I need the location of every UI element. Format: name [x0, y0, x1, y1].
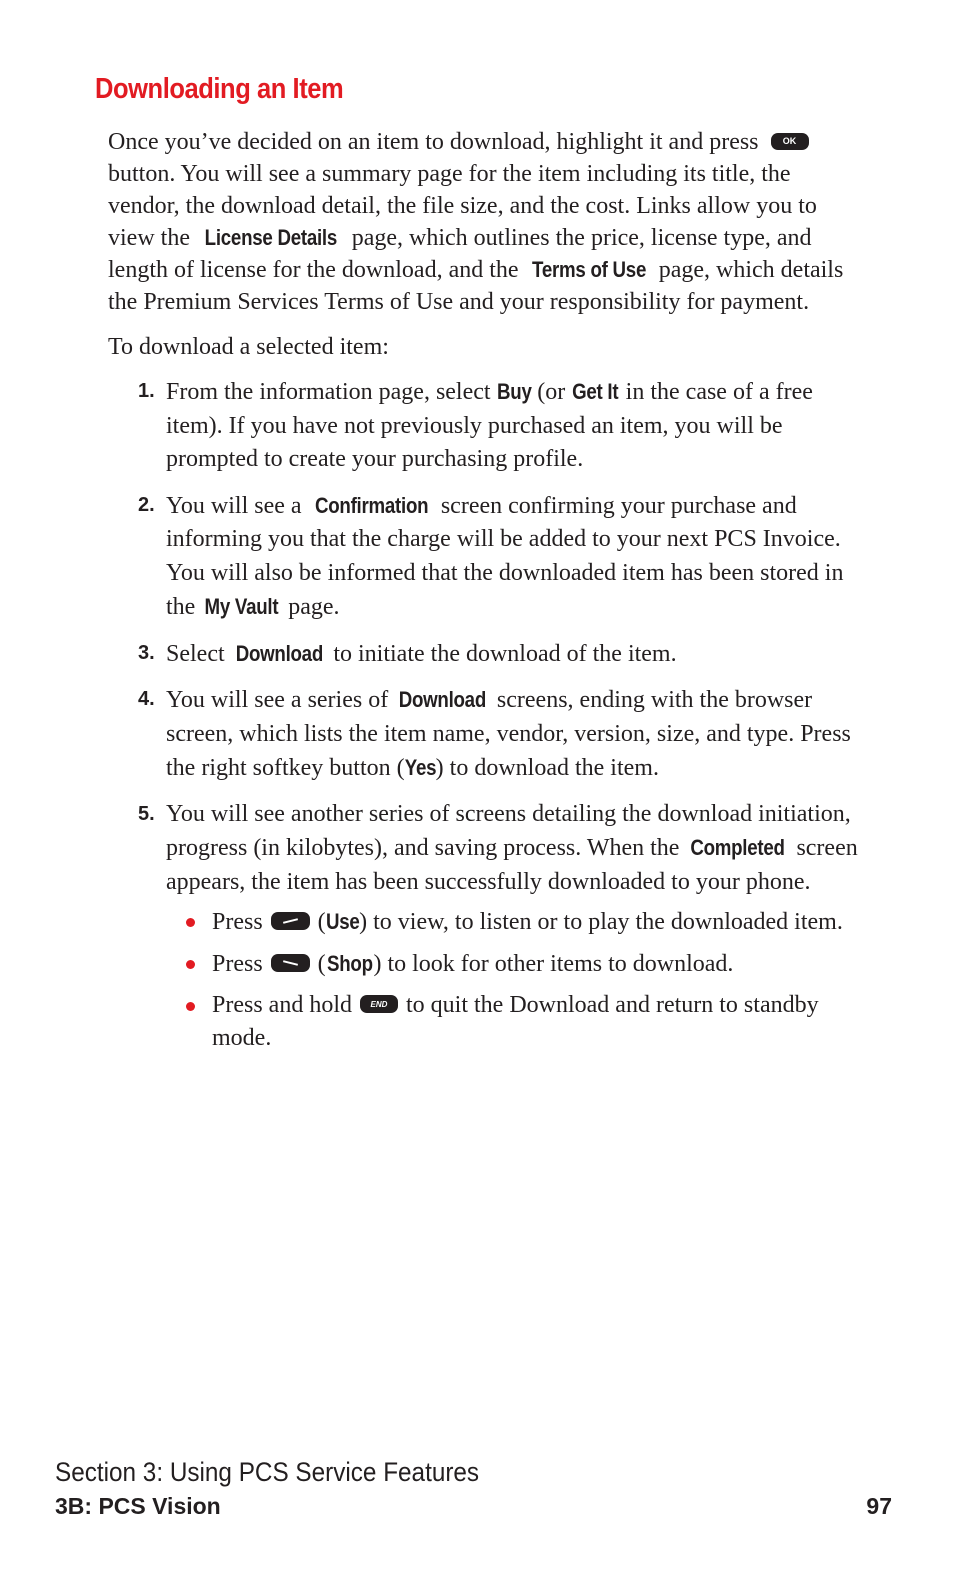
- step-number: 5.: [138, 802, 155, 825]
- step-text: You will see another series of screens detailing the download initiation, progress (in kilobytes), and saving process. When the: [166, 800, 851, 861]
- step-text: You will see a series of: [166, 687, 395, 713]
- bullet-dot: [186, 1002, 195, 1011]
- step-text: (or: [531, 379, 572, 405]
- bullet-text: ) to view, to listen or to play the downloaded item.: [359, 909, 843, 935]
- step-text: in the case of a free item). If you have not previously purchased an item, you will be prompted to create your purchasing profile.: [166, 379, 813, 472]
- bullet-text: (: [311, 909, 326, 935]
- step-number: 2.: [138, 493, 155, 516]
- step-item: [108, 683, 868, 786]
- bullet-item: [166, 905, 868, 939]
- step-text: Select: [166, 640, 231, 667]
- use-term: Use: [325, 909, 360, 934]
- step-number: 3.: [138, 641, 155, 664]
- bullet-text: Press and hold: [212, 992, 358, 1018]
- shop-term: Shop: [326, 951, 373, 976]
- buy-term: Buy: [496, 379, 532, 404]
- steps-lead: To download a selected item:: [108, 334, 389, 360]
- bullet-item: [166, 947, 868, 981]
- bullet-dot: [186, 918, 195, 927]
- right-softkey-icon: [271, 912, 310, 930]
- completed-term: Completed: [690, 835, 786, 860]
- bullet-text: ) to look for other items to download.: [373, 951, 734, 977]
- bullet-text: Press: [212, 909, 269, 935]
- my-vault-term: My Vault: [204, 594, 279, 619]
- intro-text-3: page, which outlines the price, license type, and length of license for the download, and the: [108, 225, 812, 283]
- intro-text-4: page, which details the Premium Services Terms of Use and your responsibility for payment.: [108, 257, 844, 315]
- step-item: [108, 489, 868, 625]
- step-item: [108, 637, 868, 672]
- step-text: ) to download the item.: [435, 755, 659, 781]
- page-heading: Downloading an Item: [95, 73, 344, 105]
- step-text: page.: [282, 594, 340, 620]
- bullet-text: to quit the Download and return to standby mode.: [212, 992, 819, 1051]
- body-content: [108, 126, 868, 1067]
- bullet-dot: [186, 960, 195, 969]
- bullet-item: [166, 989, 868, 1055]
- left-softkey-icon: [271, 954, 310, 972]
- step-number: 1.: [138, 380, 155, 402]
- step-text: to initiate the download of the item.: [327, 640, 677, 667]
- terms-of-use-term: Terms of Use: [531, 257, 646, 282]
- step-item: [108, 798, 868, 1056]
- intro-text-1: Once you’ve decided on an item to download, highlight it and press: [108, 129, 759, 155]
- yes-term: Yes: [404, 755, 436, 780]
- footer-subsection: 3B: PCS Vision: [55, 1493, 221, 1519]
- bullet-text: Press: [212, 951, 269, 977]
- step-text: screen confirming your purchase and informing you that the charge will be added to your next PCS Invoice. You will also be informed that the downloaded item has been stored in the: [166, 492, 844, 620]
- step-text: From the information page, select: [166, 379, 497, 405]
- ok-key-icon: OK: [771, 133, 809, 150]
- step-text: screens, ending with the browser screen, which lists the item name, vendor, version, size, and type. Press the right softkey button (: [166, 687, 851, 781]
- download-term: Download: [398, 687, 487, 712]
- step-text: You will see a: [166, 492, 308, 519]
- step-item: [108, 375, 868, 477]
- end-key-icon: END: [360, 995, 398, 1013]
- get-it-term: Get It: [572, 379, 619, 404]
- download-term: Download: [235, 640, 323, 666]
- steps-list: [108, 375, 868, 1055]
- bullet-list: [166, 905, 868, 1055]
- step-text: screen appears, the item has been successfully downloaded to your phone.: [166, 835, 858, 895]
- page-number: 97: [866, 1493, 892, 1519]
- footer-section-title: Section 3: Using PCS Service Features: [55, 1457, 480, 1487]
- confirmation-term: Confirmation: [314, 492, 428, 518]
- bullet-text: (: [311, 951, 326, 977]
- intro-paragraph: [108, 126, 868, 318]
- step-number: 4.: [138, 688, 155, 710]
- license-details-term: License Details: [204, 225, 338, 250]
- intro-text-2: button. You will see a summary page for the item including its title, the vendor, the download detail, the file size, and the cost. Links allow you to view the: [108, 161, 817, 251]
